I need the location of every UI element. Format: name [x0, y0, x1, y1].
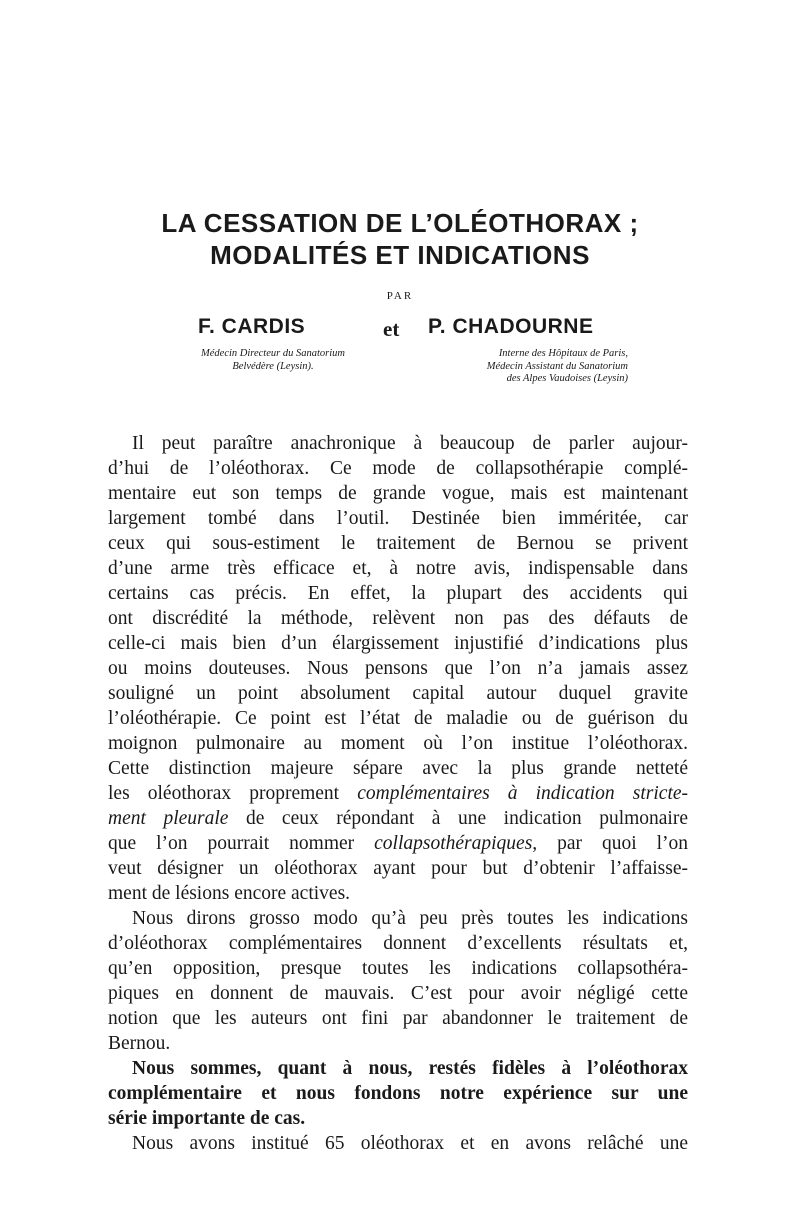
text-line: Nous dirons grosso modo qu’à peu près toutes les indications [132, 908, 688, 929]
title-line-2: MODALITÉS ET INDICATIONS [210, 240, 590, 270]
author-2-affiliation [416, 348, 628, 386]
affiliation-line: Médecin Assistant du Sanatorium [486, 360, 628, 372]
text-line: moignon pulmonaire au moment où l’on institue l’oléothorax. [108, 733, 688, 754]
text-line: souligné un point absolument capital autour duquel gravite [108, 683, 688, 704]
title-line-1: LA CESSATION DE L’OLÉOTHORAX ; [161, 208, 639, 238]
author-1-affiliation [168, 348, 378, 373]
text-line: Cette distinction majeure sépare avec la plus grande netteté [108, 758, 688, 779]
affiliation-line: Belvédère (Leysin). [232, 360, 314, 372]
affiliation-line: Médecin Directeur du Sanatorium [201, 348, 345, 359]
text-line: Il peut paraître anachronique à beaucoup de parler aujour- [132, 433, 688, 454]
text-line: ment de lésions encore actives. [108, 883, 351, 904]
affiliation-line: des Alpes Vaudoises (Leysin) [506, 373, 628, 384]
text-line: d’hui de l’oléothorax. Ce mode de collapsothérapie complé- [108, 458, 688, 479]
text-line: Bernou. [108, 1033, 171, 1054]
text-line: mentaire eut son temps de grande vogue, mais est maintenant [108, 483, 688, 504]
text-line: complémentaire et nous fondons notre expérience sur une [108, 1083, 688, 1104]
text-line: l’oléothérapie. Ce point est l’état de maladie ou de guérison du [108, 708, 688, 729]
author-conjunction: et [383, 317, 400, 341]
text-run: par quoi l’on [557, 833, 689, 854]
text-line: qu’en opposition, presque toutes les indications collapsothéra- [108, 958, 688, 979]
italic-term: collapsothérapiques, [374, 833, 538, 854]
text-line: largement tombé dans l’outil. Destinée bien imméritée, car [108, 508, 688, 529]
italic-term: complémentaires à indication stricte- [357, 783, 689, 804]
text-line [108, 832, 688, 856]
text-run: de ceux répondant à une indication pulmonaire [245, 808, 689, 829]
by-label: PAR [386, 290, 414, 302]
affiliation-line: Interne des Hôpitaux de Paris, [498, 348, 628, 359]
author-1-name: F. CARDIS [198, 315, 306, 338]
text-run: que l’on pourrait nommer [108, 833, 355, 854]
text-line: d’une arme très efficace et, à notre avis, indispensable dans [108, 558, 688, 579]
text-line: notion que les auteurs ont fini par abandonner le traitement de [108, 1008, 688, 1029]
text-line: Nous sommes, quant à nous, restés fidèles à l’oléothorax [132, 1058, 688, 1079]
text-line: ont discrédité la méthode, relèvent non pas des défauts de [108, 608, 688, 629]
text-line: piques en donnent de mauvais. C’est pour avoir négligé cette [108, 983, 688, 1004]
text-line: série importante de cas. [108, 1108, 306, 1129]
text-line: d’oléothorax complémentaires donnent d’excellents résultats et, [108, 933, 688, 954]
text-line: celle-ci mais bien d’un élargissement injustifié d’indications plus [108, 633, 688, 654]
text-line: certains cas précis. En effet, la plupart des accidents qui [108, 583, 688, 604]
text-line [108, 782, 688, 806]
text-line: veut désigner un oléothorax ayant pour but d’obtenir l’affaisse- [108, 858, 688, 879]
text-run: les oléothorax proprement [108, 783, 340, 804]
author-2-name: P. CHADOURNE [428, 315, 594, 338]
text-line: ou moins douteuses. Nous pensons que l’on n’a jamais assez [108, 658, 688, 679]
text-line [108, 807, 688, 831]
italic-term: ment pleurale [108, 808, 229, 829]
text-line: Nous avons institué 65 oléothorax et en avons relâché une [132, 1133, 688, 1154]
text-line: ceux qui sous-estiment le traitement de Bernou se privent [108, 533, 688, 554]
